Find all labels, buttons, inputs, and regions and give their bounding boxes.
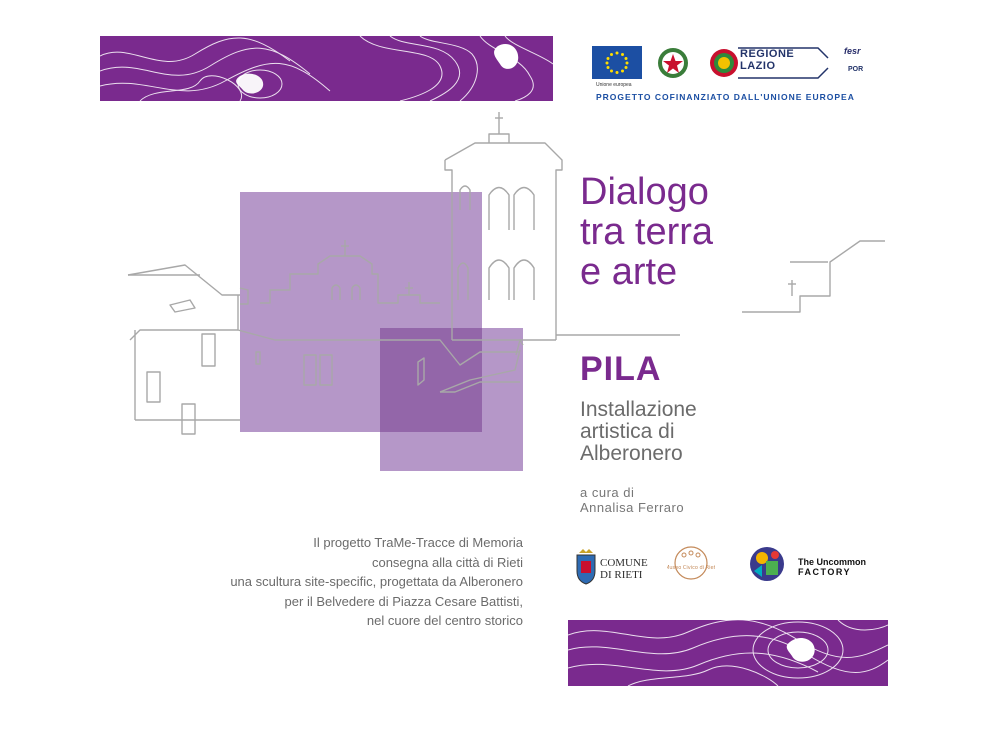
uncommon-factory-logo bbox=[748, 545, 794, 583]
project-description bbox=[230, 533, 523, 631]
subtitle-line3: Alberonero bbox=[580, 442, 683, 465]
desc-line3: una scultura site-specific, progettata da Alberonero bbox=[230, 574, 523, 590]
region-line1: REGIONE bbox=[740, 48, 795, 60]
tuf-line2: FACTORY bbox=[798, 567, 852, 577]
pila-heading: PILA bbox=[580, 350, 662, 388]
comune-di-rieti-label bbox=[600, 557, 648, 581]
curator-line2: Annalisa Ferraro bbox=[580, 500, 685, 515]
desc-line2: consegna alla città di Rieti bbox=[371, 554, 523, 570]
por-logo: POR bbox=[848, 66, 864, 73]
curator-credit bbox=[580, 485, 684, 515]
museo-civico-logo bbox=[667, 545, 715, 585]
rieti-line2: DI RIETI bbox=[600, 569, 643, 581]
desc-line4: per il Belvedere di Piazza Cesare Battisti, bbox=[284, 593, 523, 609]
museo-label: Museo Civico di Rieti bbox=[667, 565, 715, 571]
fesr-logo: fesr bbox=[844, 46, 861, 56]
subtitle-line1: Installazione bbox=[580, 398, 697, 421]
uncommon-factory-label bbox=[798, 557, 866, 577]
title-line1: Dialogo bbox=[580, 171, 709, 213]
cofinanced-label: PROGETTO COFINANZIATO DALL'UNIONE EUROPEA bbox=[596, 92, 855, 102]
eu-caption: Unione europea bbox=[596, 82, 632, 88]
desc-line1: Il progetto TraMe-Tracce di Memoria bbox=[313, 535, 523, 550]
title-line2: tra terra bbox=[580, 211, 714, 253]
main-title bbox=[580, 172, 713, 292]
rieti-crest-icon bbox=[575, 547, 597, 585]
subtitle-line2: artistica di bbox=[580, 420, 675, 443]
desc-line5: nel cuore del centro storico bbox=[366, 613, 523, 629]
installation-subtitle bbox=[580, 399, 697, 465]
region-line2: LAZIO bbox=[740, 60, 776, 72]
title-line3: e arte bbox=[580, 251, 678, 293]
curator-line1: a cura di bbox=[580, 485, 635, 500]
tuf-line1: The Uncommon bbox=[798, 557, 867, 567]
rieti-line1: COMUNE bbox=[600, 557, 648, 569]
